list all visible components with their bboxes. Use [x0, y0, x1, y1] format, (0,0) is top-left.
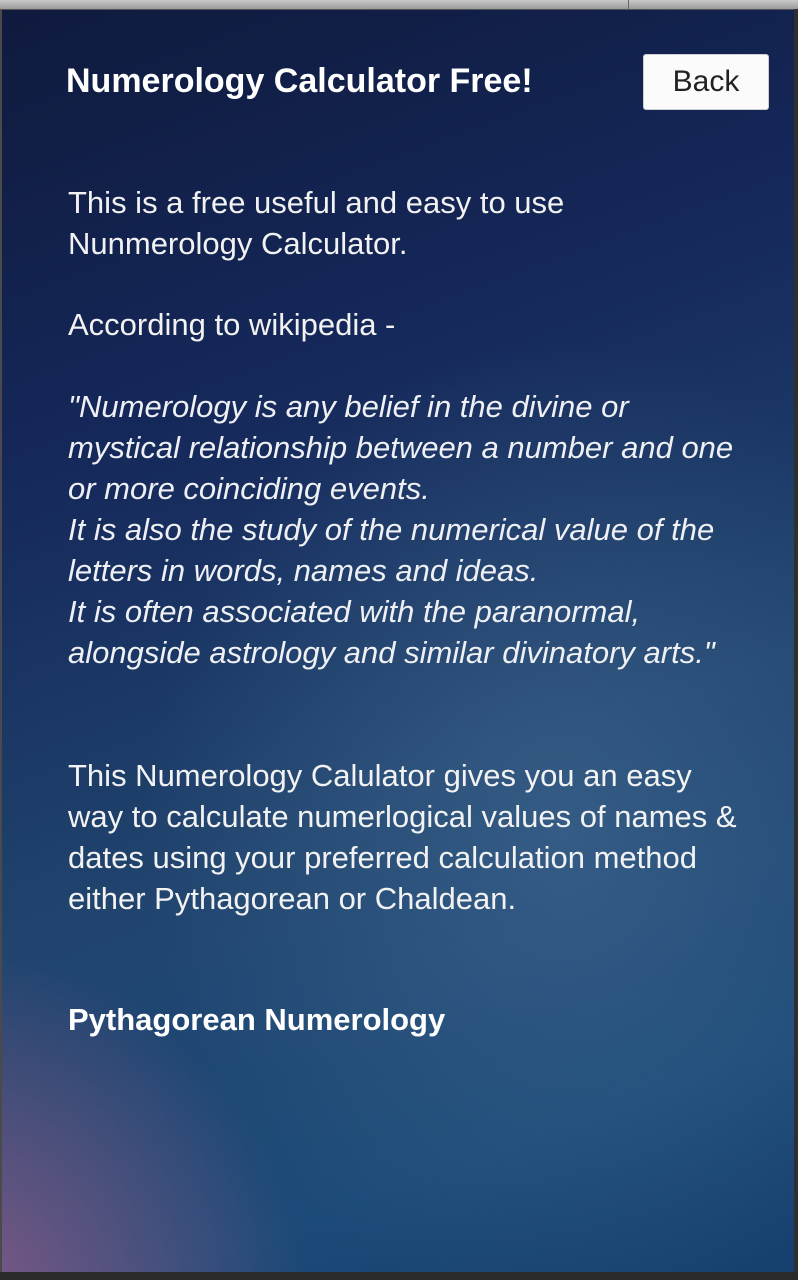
quote-line: It is also the study of the numerical value of the letters in words, names and ideas.: [68, 512, 715, 588]
window-right-edge: [794, 9, 798, 1272]
window-divider: [628, 0, 629, 9]
source-line: According to wikipedia -: [68, 307, 396, 342]
explanation-paragraph: This Numerology Calulator gives you an easy way to calculate numerlogical values of names & dates using your preferred calculation method either Pythagorean or Chaldean.: [68, 758, 737, 916]
header: [66, 52, 768, 112]
window-top-edge: [0, 0, 798, 10]
back-button[interactable]: Back: [643, 54, 769, 110]
info-content: [68, 182, 738, 1040]
app-screen[interactable]: [2, 10, 794, 1272]
quote-line: It is often associated with the paranormal, alongside astrology and similar divinatory arts.": [68, 594, 715, 670]
quote-line: "Numerology is any belief in the divine or mystical relationship between a number and one or more coinciding events.: [68, 389, 734, 506]
page-title: Numerology Calculator Free!: [66, 62, 533, 100]
window-bottom-edge: [0, 1272, 798, 1280]
wikipedia-quote: [68, 386, 738, 673]
section-heading: Pythagorean Numerology: [68, 1002, 446, 1037]
intro-paragraph: This is a free useful and easy to use Nunmerology Calculator.: [68, 185, 565, 261]
